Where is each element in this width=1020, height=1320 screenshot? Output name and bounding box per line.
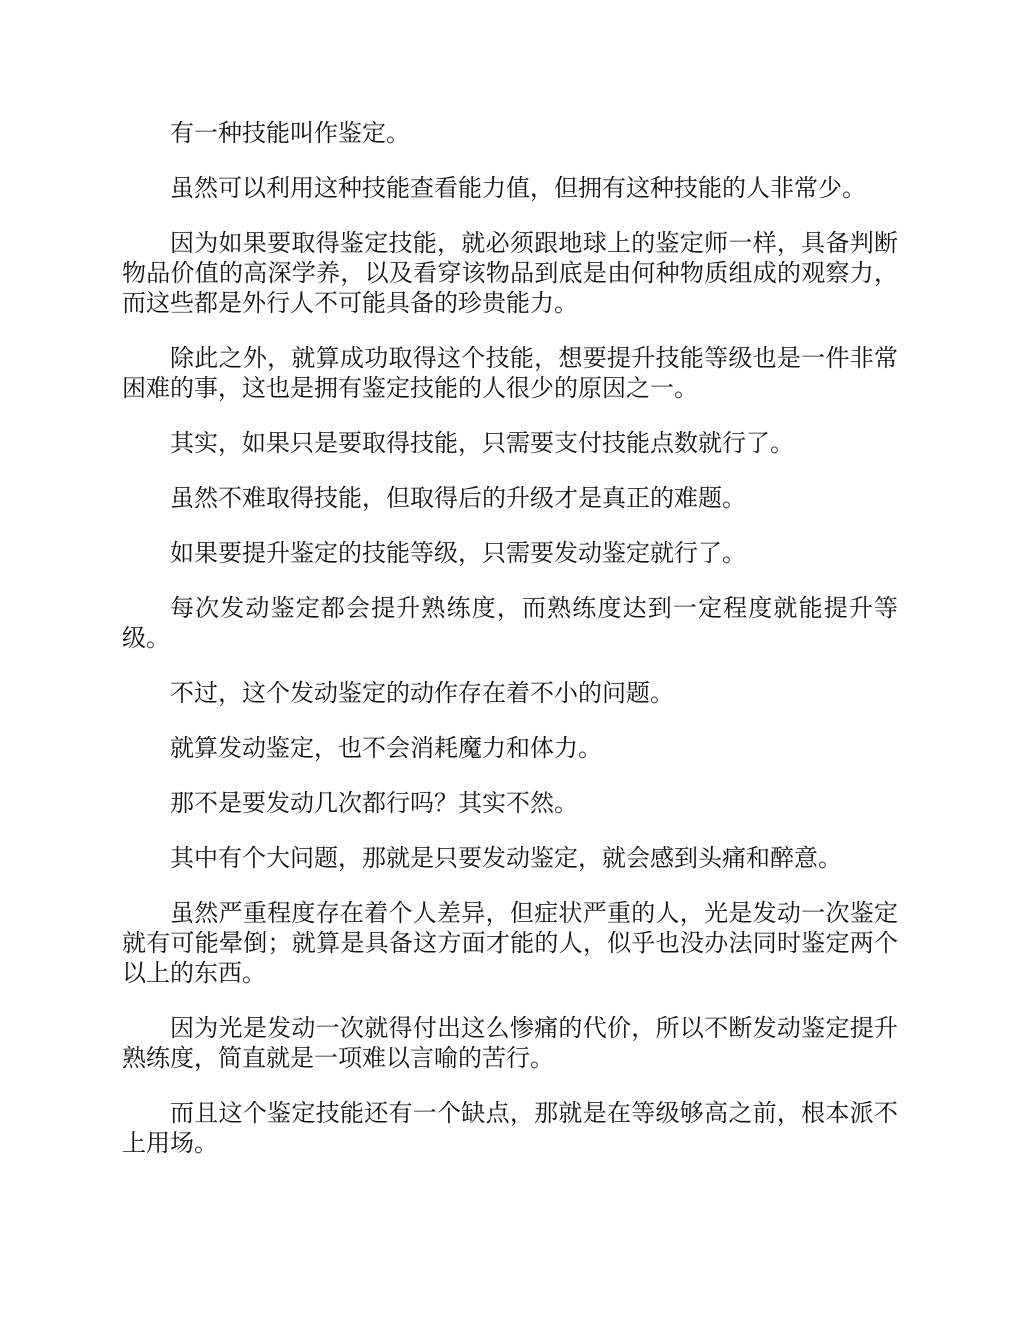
- paragraph-1: 有一种技能叫作鉴定。: [170, 119, 410, 147]
- paragraph-15: 而且这个鉴定技能还有一个缺点，那就是在等级够高之前，根本派不上用场。: [122, 1099, 898, 1157]
- paragraph-11: 那不是要发动几次都行吗？其实不然。: [170, 789, 578, 817]
- paragraph-12: 其中有个大问题，那就是只要发动鉴定，就会感到头痛和醉意。: [170, 844, 842, 872]
- paragraph-8: 每次发动鉴定都会提升熟练度，而熟练度达到一定程度就能提升等级。: [122, 594, 898, 652]
- paragraph-4: 除此之外，就算成功取得这个技能，想要提升技能等级也是一件非常困难的事，这也是拥有鉴定技能的人很少的原因之一。: [122, 344, 898, 402]
- paragraph-14: 因为光是发动一次就得付出这么惨痛的代价，所以不断发动鉴定提升熟练度，简直就是一项难以言喻的苦行。: [122, 1014, 898, 1072]
- paragraph-5: 其实，如果只是要取得技能，只需要支付技能点数就行了。: [170, 429, 794, 457]
- paragraph-13: 虽然严重程度存在着个人差异，但症状严重的人，光是发动一次鉴定就有可能晕倒；就算是具备这方面才能的人，似乎也没办法同时鉴定两个以上的东西。: [122, 899, 898, 987]
- paragraph-9: 不过，这个发动鉴定的动作存在着不小的问题。: [170, 679, 674, 707]
- paragraph-10: 就算发动鉴定，也不会消耗魔力和体力。: [170, 734, 602, 762]
- paragraph-3: 因为如果要取得鉴定技能，就必须跟地球上的鉴定师一样，具备判断物品价值的高深学养，以及看穿该物品到底是由何种物质组成的观察力，而这些都是外行人不可能具备的珍贵能力。: [122, 229, 898, 317]
- paragraph-7: 如果要提升鉴定的技能等级，只需要发动鉴定就行了。: [170, 539, 746, 567]
- paragraph-2: 虽然可以利用这种技能查看能力值，但拥有这种技能的人非常少。: [170, 174, 866, 202]
- body-text: [122, 118, 898, 1183]
- paragraph-6: 虽然不难取得技能，但取得后的升级才是真正的难题。: [170, 484, 746, 512]
